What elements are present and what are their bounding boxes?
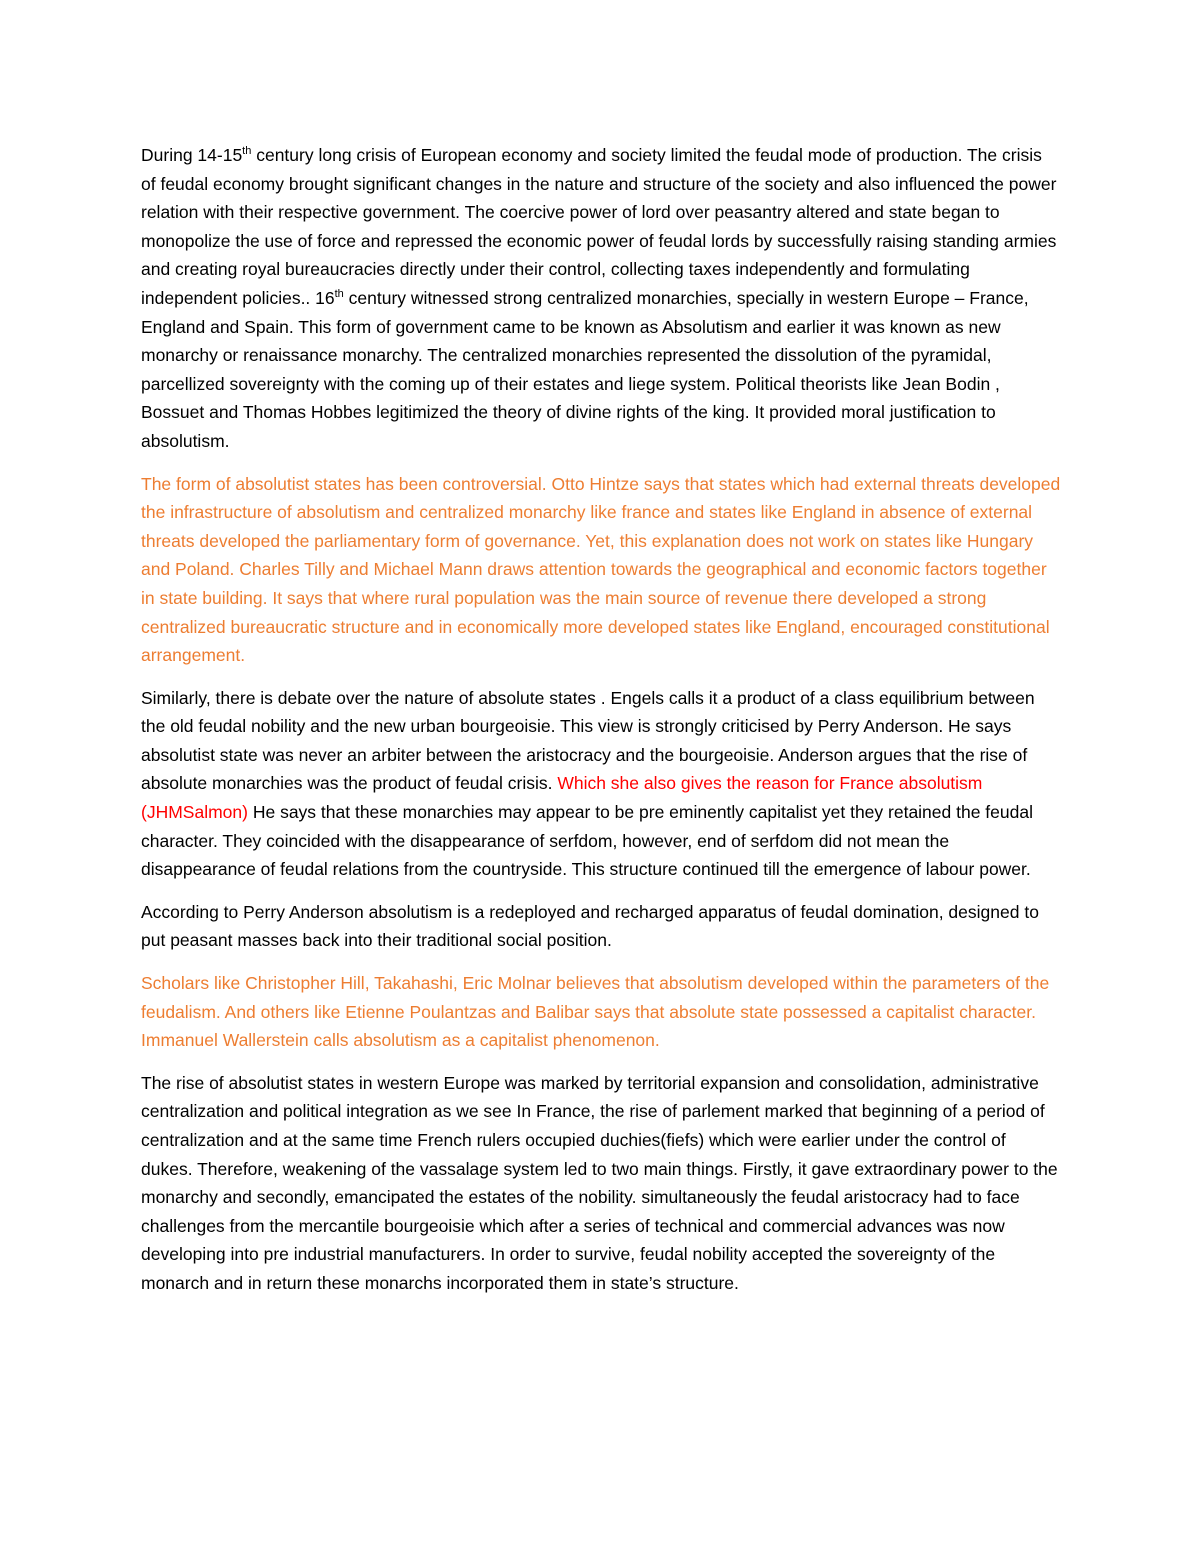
paragraph-nature-of-absolute-states bbox=[141, 684, 1061, 884]
paragraph-rise-of-absolutist-states bbox=[141, 1069, 1061, 1298]
paragraph-crisis-of-feudalism bbox=[141, 141, 1061, 456]
paragraph-text: During 14-15 bbox=[141, 145, 243, 165]
paragraph-text: century witnessed strong centralized monarchies, specially in western Europe – France, England and Spain. This form of government came to be known as Absolutism and earlier it was known as new monarchy or renaissance monarchy. The centralized monarchies represented the dissolution of the pyramidal, parcellized sovereignty with the coming up of their estates and liege system. Political theorists like Jean Bodin , Bossuet and Thomas Hobbes legitimized the theory of divine rights of the king. It provided moral justification to absolutism. bbox=[141, 287, 1029, 451]
paragraph-text: The form of absolutist states has been controversial. Otto Hintze says that states which had external threats developed the infrastructure of absolutism and centralized monarchy like france and states like England in absence of external threats developed the parliamentary form of governance. Yet, this explanation does not work on states like Hungary and Poland. Charles Tilly and Michael Mann draws attention towards the geographical and economic factors together in state building. It says that where rural population was the main source of revenue there developed a strong centralized bureaucratic structure and in economically more developed states like England, encouraged constitutional arrangement. bbox=[141, 473, 1061, 666]
paragraph-text: century long crisis of European economy and society limited the feudal mode of production. The crisis of feudal economy brought significant changes in the nature and structure of the society and also influenced the power relation with their respective government. The coercive power of lord over peasantry altered and state began to monopolize the use of force and repressed the economic power of feudal lords by successfully raising standing armies and creating royal bureaucracies directly under their control, collecting taxes independently and formulating independent policies.. 16 bbox=[141, 145, 1057, 308]
superscript-th: th bbox=[242, 145, 252, 158]
paragraph-scholars bbox=[141, 969, 1061, 1055]
paragraph-text: He says that these monarchies may appear to be pre eminently capitalist yet they retained the feudal character. They coincided with the disappearance of serfdom, however, end of serfdom did not mean the disappearance of feudal relations from the countryside. This structure continued till the emergence of labour power. bbox=[141, 802, 1033, 880]
paragraph-form-of-absolutist-states bbox=[141, 470, 1061, 670]
document-body bbox=[141, 141, 1061, 1312]
paragraph-text: Scholars like Christopher Hill, Takahashi, Eric Molnar believes that absolutism developed within the parameters of the feudalism. And others like Etienne Poulantzas and Balibar says that absolute state possessed a capitalist character. Immanuel Wallerstein calls absolutism as a capitalist phenomenon. bbox=[141, 973, 1050, 1051]
paragraph-text: Similarly, there is debate over the nature of absolute states . Engels calls it a product of a class equilibrium between the old feudal nobility and the new urban bourgeoisie. This view is strongly criticised by Perry Anderson. He says absolutist state was never an arbiter between the aristocracy and the bourgeoisie. Anderson argues that the rise of absolute monarchies was the product of feudal crisis. bbox=[141, 687, 1035, 794]
superscript-th: th bbox=[334, 288, 344, 301]
highlighted-red-text: Which she also gives the reason for France absolutism (JHMSalmon) bbox=[141, 773, 983, 823]
paragraph-text: According to Perry Anderson absolutism is a redeployed and recharged apparatus of feudal domination, designed to put peasant masses back into their traditional social position. bbox=[141, 901, 1039, 951]
paragraph-perry-anderson bbox=[141, 898, 1061, 955]
paragraph-text: The rise of absolutist states in western Europe was marked by territorial expansion and consolidation, administrative centralization and political integration as we see In France, the rise of parlement marked that beginning of a period of centralization and at the same time French rulers occupied duchies(fiefs) which were earlier under the control of dukes. Therefore, weakening of the vassalage system led to two main things. Firstly, it gave extraordinary power to the monarchy and secondly, emancipated the estates of the nobility. simultaneously the feudal aristocracy had to face challenges from the mercantile bourgeoisie which after a series of technical and commercial advances was now developing into pre industrial manufacturers. In order to survive, feudal nobility accepted the sovereignty of the monarch and in return these monarchs incorporated them in state’s structure. bbox=[141, 1072, 1058, 1293]
